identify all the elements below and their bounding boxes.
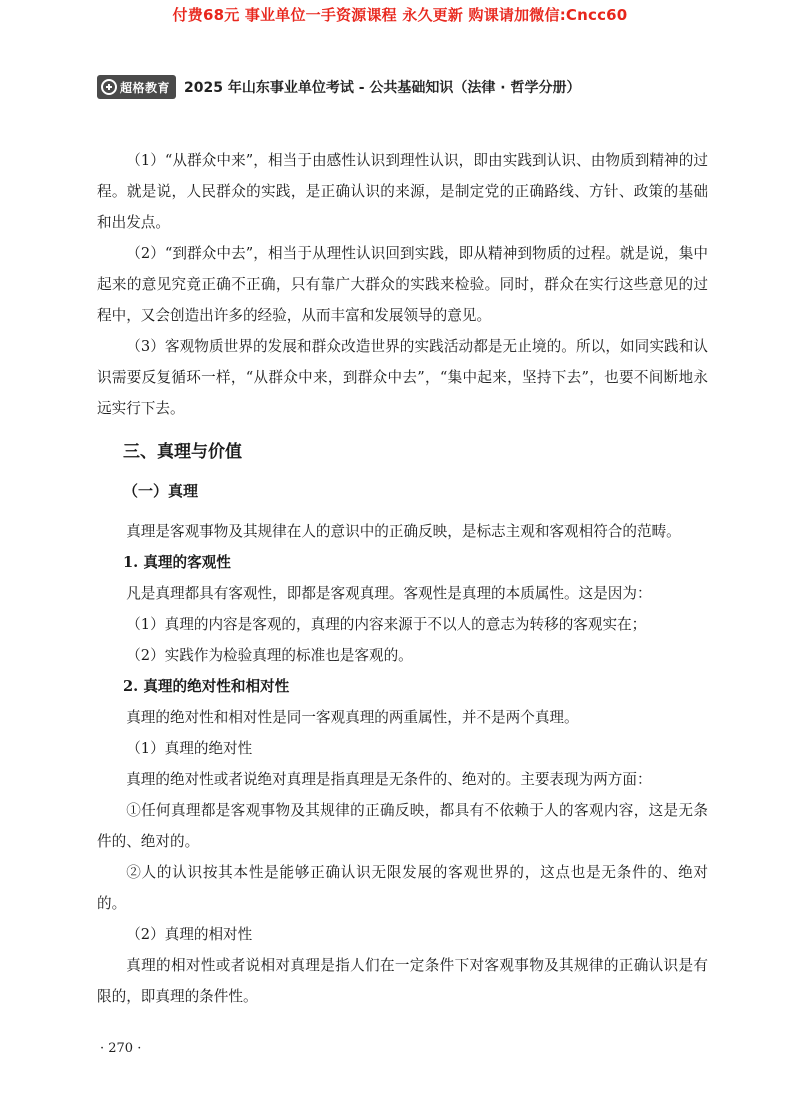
paragraph: 真理的绝对性或者说绝对真理是指真理是无条件的、绝对的。主要表现为两方面： bbox=[126, 771, 652, 788]
item-heading: 1. 真理的客观性 bbox=[123, 554, 231, 571]
item-heading: 2. 真理的绝对性和相对性 bbox=[123, 678, 290, 695]
paragraph: 真理的相对性或者说相对真理是指人们在一定条件下对客观事物及其规律的正确认识是有限的，即真理的条件性。 bbox=[97, 957, 708, 1005]
paragraph: 凡是真理都具有客观性，即都是客观真理。客观性是真理的本质属性。这是因为： bbox=[126, 585, 652, 602]
page-number: · 270 · bbox=[100, 1041, 142, 1056]
sub-heading: （1）真理的绝对性 bbox=[126, 740, 253, 757]
publisher-logo bbox=[97, 75, 176, 99]
paragraph: （1）“从群众中来”，相当于由感性认识到理性认识，即由实践到认识、由物质到精神的过程。就是说，人民群众的实践，是正确认识的来源，是制定党的正确路线、方针、政策的基础和出发点。 bbox=[97, 152, 708, 231]
top-banner: 付费68元 事业单位一手资源课程 永久更新 购课请加微信:Cncc60 bbox=[172, 6, 628, 24]
paragraph: （2）“到群众中去”，相当于从理性认识回到实践，即从精神到物质的过程。就是说，集中起来的意见究竟正确不正确，只有靠广大群众的实践来检验。同时，群众在实行这些意见的过程中，又会创造出许多的经验，从而丰富和发展领导的意见。 bbox=[97, 245, 708, 324]
document-body bbox=[97, 145, 708, 1012]
list-item: ②人的认识按其本性是能够正确认识无限发展的客观世界的，这点也是无条件的、绝对的。 bbox=[97, 864, 708, 912]
logo-text: 超格教育 bbox=[120, 80, 171, 95]
section-heading: 三、真理与价值 bbox=[123, 442, 242, 462]
header-title: 2025 年山东事业单位考试 - 公共基础知识（法律 · 哲学分册） bbox=[184, 80, 581, 96]
page-header bbox=[97, 74, 707, 100]
paragraph: （3）客观物质世界的发展和群众改造世界的实践活动都是无止境的。所以，如同实践和认识需要反复循环一样，“从群众中来，到群众中去”，“集中起来，坚持下去”，也要不间断地永远实行下去。 bbox=[97, 338, 708, 417]
list-item: （1）真理的内容是客观的，真理的内容来源于不以人的意志为转移的客观实在； bbox=[126, 616, 647, 633]
logo-icon bbox=[101, 79, 117, 95]
paragraph: 真理的绝对性和相对性是同一客观真理的两重属性，并不是两个真理。 bbox=[126, 709, 579, 726]
subsection-heading: （一）真理 bbox=[123, 482, 199, 500]
list-item: （2）实践作为检验真理的标准也是客观的。 bbox=[126, 647, 413, 664]
paragraph: 真理是客观事物及其规律在人的意识中的正确反映，是标志主观和客观相符合的范畴。 bbox=[126, 523, 681, 540]
list-item: ①任何真理都是客观事物及其规律的正确反映，都具有不依赖于人的客观内容，这是无条件的、绝对的。 bbox=[97, 802, 708, 850]
sub-heading: （2）真理的相对性 bbox=[126, 926, 253, 943]
